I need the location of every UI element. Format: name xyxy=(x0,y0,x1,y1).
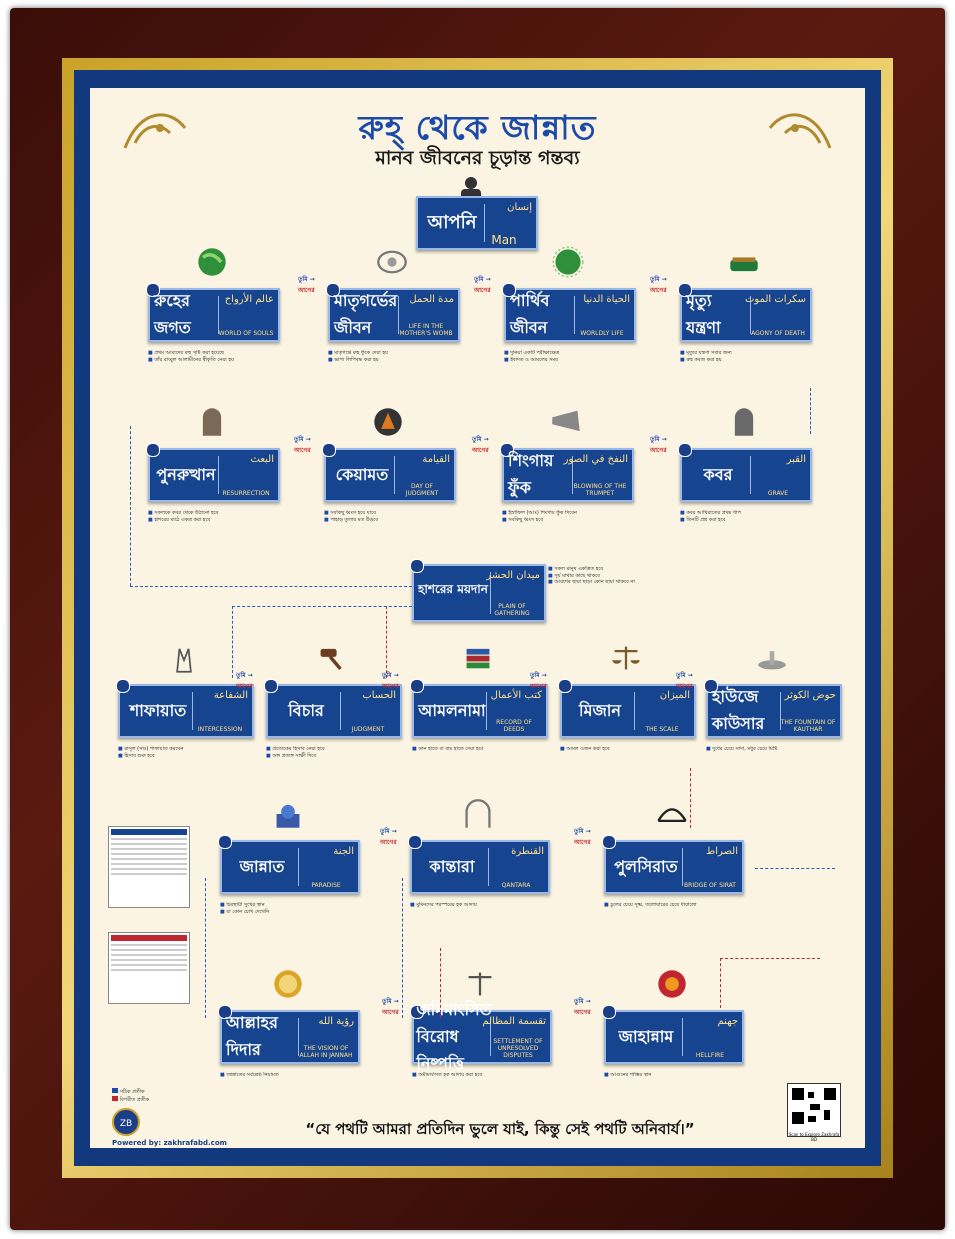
arch-icon xyxy=(462,798,494,830)
card-description: ■ রাসূল (সাঃ) শাফায়াত করবেন ■ হিসাব শুরু হবে xyxy=(118,746,270,786)
poster xyxy=(90,88,865,1148)
card-ar: البعث xyxy=(250,454,274,465)
card-description: ■ দুধের চেয়ে সাদা, মধুর চেয়ে মিষ্টি xyxy=(706,746,858,786)
card-bn: আল্লাহর দিদার xyxy=(226,1013,278,1059)
card-ar: الميزان xyxy=(659,690,690,701)
card-life-in-the-mother-s-womb xyxy=(328,288,460,342)
qr-caption: Scan to Explore Zakhrafa BD xyxy=(788,1132,840,1142)
bottom-quote: “যে পথটি আমরা প্রতিদিন ভুলে যাই, কিন্তু সেই পথটি অনিবার্য।” xyxy=(305,1120,695,1138)
svg-text:ZB: ZB xyxy=(119,1119,133,1129)
card-en: JUDGMENT xyxy=(351,726,385,733)
flow-arrow: তুমি → আগের xyxy=(236,672,253,690)
card-en: QANTARA xyxy=(501,882,531,889)
globe-icon xyxy=(196,246,228,278)
flow-arrow: তুমি → আগের xyxy=(530,672,547,690)
card-bn: জমিমাংসিত বিরোধ নিষ্পত্তি xyxy=(416,999,492,1073)
card-ar: الحساب xyxy=(362,690,396,701)
card-en: AGONY OF DEATH xyxy=(751,330,805,337)
card-description: ■ সবকিছু ধ্বংস হয়ে যাবে ■ পাহাড় তুলার মত উড়বে xyxy=(324,510,472,550)
card-en: THE VISION OF ALLAH IN JANNAH xyxy=(299,1045,353,1059)
card-en: LIFE IN THE MOTHER'S WOMB xyxy=(399,323,453,337)
card-en: PARADISE xyxy=(311,882,341,889)
card-ar: الصراط xyxy=(705,846,738,857)
trumpet-icon xyxy=(550,406,582,438)
flow-arrow: তুমি → আগের xyxy=(574,828,591,846)
card-man-ar: إنسان xyxy=(507,202,532,213)
card-description: ■ দুনিয়া একটি পরীক্ষাক্ষেত্র ■ ইবাদত ও আমলের সময় xyxy=(504,350,652,390)
card-bn: শিংগায় ফুঁক xyxy=(508,451,554,497)
mosque-icon xyxy=(272,798,304,830)
card-ar: مدة الحمل xyxy=(409,294,454,305)
card-ar: النفخ في الصور xyxy=(563,454,628,465)
card-bn: জান্নাত xyxy=(239,856,285,876)
card-grave xyxy=(680,448,812,502)
card-bn: পুলসিরাত xyxy=(614,856,678,876)
card-ar: القيامة xyxy=(422,454,450,465)
card-en: WORLDLY LIFE xyxy=(580,330,624,337)
flow-arrow: তুমি → আগের xyxy=(650,276,667,294)
fountain-icon xyxy=(756,642,788,674)
card-description: ■ অমীমাংসিত হক আদায় করা হবে xyxy=(412,1072,568,1112)
card-ar: كتب الأعمال xyxy=(490,690,542,701)
card-ar: رؤية الله xyxy=(318,1016,354,1027)
card-bn: কবর xyxy=(703,464,733,484)
flow-arrow: তুমি → আগের xyxy=(650,436,667,454)
card-description: ■ চিরস্থায়ী সুখের স্থান ■ যা কোন চোখ দেখেনি xyxy=(220,902,376,942)
card-description: ■ আমল ওজন করা হবে xyxy=(560,746,712,786)
gavel-icon xyxy=(316,642,348,674)
card-description: ■ মৃত্যুর যন্ত্রণা সবার জন্য ■ রুহ কবজ করা হয় xyxy=(680,350,828,390)
praying-hands-icon xyxy=(168,642,200,674)
card-en: WORLD OF SOULS xyxy=(218,330,274,337)
card-en: GRAVE xyxy=(767,490,789,497)
allah-icon xyxy=(272,968,304,1000)
flow-arrow: তুমি → আগের xyxy=(574,998,591,1016)
card-bridge-of-sirat xyxy=(604,840,744,894)
card-description: ■ প্রত্যেকের হিসাব নেয়া হবে ■ অঙ্গ প্রত্যঙ্গ সাক্ষী দিবে xyxy=(266,746,418,786)
card-hellfire xyxy=(604,1010,744,1064)
card-en: RESURRECTION xyxy=(222,490,270,497)
books-icon xyxy=(462,642,494,674)
card-ar: القبر xyxy=(786,454,806,465)
card-the-scale xyxy=(560,684,696,738)
card-en: DAY OF JUDGMENT xyxy=(405,483,439,497)
card-ar: الجنة xyxy=(333,846,354,857)
card-description: ■ প্রথম আমাদের রুহ সৃষ্টি করা হয়েছে ■ তাঁর রাব্বুল আলামীনের স্বীকৃতি নেয়া হয় xyxy=(148,350,296,390)
bridge-icon xyxy=(656,798,688,830)
card-description: ■ আগুনের শাস্তির স্থান xyxy=(604,1072,760,1112)
grave-icon xyxy=(728,406,760,438)
card-en: BRIDGE OF SIRAT xyxy=(684,882,736,889)
card-en: HELLFIRE xyxy=(695,1052,725,1059)
card-description: ■ সকলকে কবর থেকে উঠানো হবে ■ হাশরের মাঠে একত্র করা হবে xyxy=(148,510,296,550)
card-intercession xyxy=(118,684,254,738)
card-description: ■ মাতৃগর্ভে রুহ ফুঁকে দেয়া হয় ■ ভাগ্য লিপিবদ্ধ করা হয় xyxy=(328,350,476,390)
destruction-icon xyxy=(372,406,404,438)
card-man-bn: আপনি xyxy=(427,211,477,233)
card-description: ■ চুলের চেয়ে সূক্ষ্ম, তলোয়ারের চেয়ে ধারালো xyxy=(604,902,760,942)
flow-arrow: তুমি → আগের xyxy=(382,998,399,1016)
card-ar: حوض الكوثر xyxy=(784,690,836,701)
card-description: ■ কবর আখিরাতের প্রথম ধাপ ■ তিনটি প্রশ্ন করা হবে xyxy=(680,510,828,550)
coffin-icon xyxy=(728,246,760,278)
card-hashr xyxy=(412,564,546,622)
flow-arrow: তুমি → আগের xyxy=(472,436,489,454)
flow-arrow: তুমি → আগের xyxy=(474,276,491,294)
card-bn: শাফায়াত xyxy=(129,700,187,720)
card-settlement-of-unresolved-disputes xyxy=(412,999,552,1073)
card-bn: রুহের জগত xyxy=(154,291,191,337)
card-the-fountain-of-kauthar xyxy=(706,684,842,738)
card-bn: কান্তারা xyxy=(429,856,475,876)
tombstone-icon xyxy=(196,406,228,438)
card-man-en: Man xyxy=(491,233,517,247)
side-table-2 xyxy=(108,932,190,1004)
card-bn: হাউজে কাউসার xyxy=(712,687,765,733)
fire-icon xyxy=(656,968,688,1000)
card-en: RECORD OF DEEDS xyxy=(496,719,532,733)
card-bn: আমলনামা xyxy=(418,700,486,720)
card-bn: বিচার xyxy=(288,700,324,720)
card-description: ■ জান্নাতের সর্বশ্রেষ্ঠ নিয়ামত xyxy=(220,1072,376,1112)
flow-arrow: তুমি → আগের xyxy=(380,828,397,846)
card-blowing-of-the-trumpet xyxy=(502,448,634,502)
side-table-1 xyxy=(108,826,190,908)
card-ar: عالم الأرواح xyxy=(224,294,274,305)
card-hashr-ar: ميدان الحشر xyxy=(486,570,540,581)
card-hashr-bn: হাশরের ময়দান xyxy=(418,582,488,596)
card-bn: মৃত্যু যন্ত্রণা xyxy=(686,291,721,337)
card-qantara xyxy=(410,840,550,894)
card-agony-of-death xyxy=(680,288,812,342)
card-en: THE SCALE xyxy=(645,726,679,733)
card-judgment xyxy=(266,684,402,738)
card-worldly-life xyxy=(504,288,636,342)
card-the-vision-of-allah-in-jannah xyxy=(220,1010,360,1064)
scale-icon xyxy=(610,642,642,674)
card-day-of-judgment xyxy=(324,448,456,502)
flow-arrow: তুমি → আগের xyxy=(676,672,693,690)
card-bn: মাতৃগর্ভের জীবন xyxy=(334,291,398,337)
legend: সঠিক প্রতীক বিপরীত প্রতীক xyxy=(112,1088,149,1104)
flow-arrow: তুমি → আগের xyxy=(294,436,311,454)
hashr-description: ■ সকল মানুষ একত্রিত হবে ■ সূর্য মাথার কাছে থাকবে ■ আরশের ছায়া ছাড়া কোন ছায়া থাকবে না xyxy=(548,566,768,620)
justice-icon xyxy=(464,968,496,1000)
card-resurrection xyxy=(148,448,280,502)
card-bn: মিজান xyxy=(579,700,621,720)
card-ar: الشفاعة xyxy=(213,690,248,701)
card-bn: কেয়ামত xyxy=(335,464,389,484)
card-record-of-deeds xyxy=(412,684,548,738)
logo-icon xyxy=(112,1108,140,1136)
earth-icon xyxy=(552,246,584,278)
poster-subtitle: মানব জীবনের চূড়ান্ত গন্তব্য xyxy=(375,147,580,169)
card-paradise xyxy=(220,840,360,894)
card-ar: الحياة الدنيا xyxy=(583,294,630,305)
card-description: ■ মুমিনদের পরস্পরের হক আদায় xyxy=(410,902,566,942)
card-man xyxy=(416,196,538,250)
card-en: INTERCESSION xyxy=(197,726,243,733)
flow-arrow: তুমি → আগের xyxy=(298,276,315,294)
card-ar: سكرات الموت xyxy=(745,294,806,305)
card-ar: تقسمة المظالم xyxy=(482,1016,546,1027)
card-bn: পুনরুত্থান xyxy=(156,464,216,484)
poster-title: রুহ্ থেকে জান্নাত xyxy=(358,108,597,147)
card-en: BLOWING OF THE TRUMPET xyxy=(573,483,627,497)
card-hashr-en: PLAIN OF GATHERING xyxy=(494,603,530,617)
powered-by: Powered by: zakhrafabd.com xyxy=(112,1139,227,1147)
womb-icon xyxy=(376,246,408,278)
card-ar: القنطرة xyxy=(511,846,544,857)
card-bn: পার্থিব জীবন xyxy=(510,291,550,337)
card-description: ■ ডান হাতে বা বাম হাতে দেয়া হবে xyxy=(412,746,564,786)
card-bn: জাহান্নাম xyxy=(618,1026,674,1046)
card-ar: جهنم xyxy=(717,1016,738,1027)
card-description: ■ ইস্রাফিল (আঃ) শিংগায় ফুঁক দিবেন ■ সবকিছু ধ্বংস হবে xyxy=(502,510,650,550)
card-world-of-souls xyxy=(148,288,280,342)
card-en: SETTLEMENT OF UNRESOLVED DISPUTES xyxy=(493,1038,543,1059)
flow-arrow: তুমি → আগের xyxy=(382,672,399,690)
card-en: THE FOUNTAIN OF KAUTHAR xyxy=(780,719,836,733)
